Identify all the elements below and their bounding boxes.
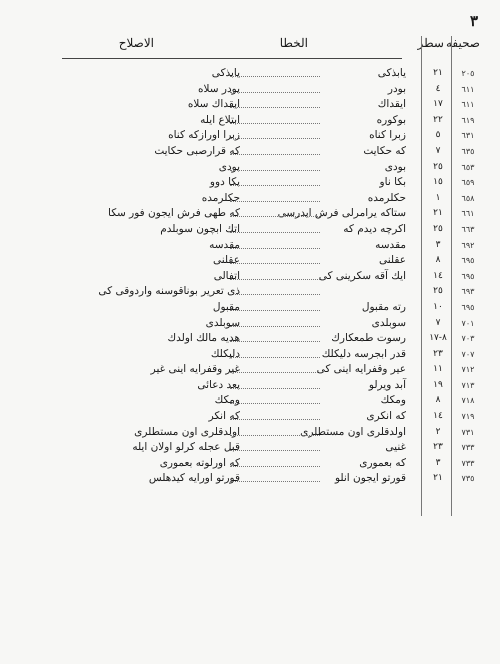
correction-cell: يابذكى [211,67,240,79]
correction-cell: ذى تعرير بوناقوسنه واردوقى كى [98,285,240,298]
line-cell: ٢٣ [433,442,443,453]
error-cell: كه بعمورى [359,456,406,469]
line-cell: ٢٥ [433,161,443,172]
page-cell: ٦٩٢ [461,240,475,250]
correction-cell: مقدسه [209,238,240,251]
correction-cell: بعد دعائى [197,378,240,391]
correction-cell: سوبلدى [205,316,240,329]
line-cell: ١١ [433,364,443,375]
table-row [0,300,500,316]
table-row [0,456,500,472]
dot-leader [230,170,320,171]
dot-leader [230,138,320,139]
page-cell: ٦٥٣ [461,162,475,172]
dot-leader [230,248,320,249]
page-number: ٣ [469,12,478,30]
correction-cell: عقلنى [213,254,240,267]
error-cell: قدر ابجرسه دليكلك [321,347,406,360]
error-cell: آبد ويرلو [368,378,406,391]
dot-leader [230,419,320,420]
page-cell: ٦٩٥ [461,271,475,281]
dot-leader [230,201,320,202]
page-cell: ٦١١ [461,84,475,94]
line-cell: ٧ [435,317,441,328]
dot-leader [230,263,320,264]
dot-leader [230,357,320,358]
line-cell: ٨-١٧ [429,333,447,344]
dot-leader [230,107,320,108]
error-cell: رسوت طمعكارك [331,332,406,345]
dot-leader [230,481,320,482]
dot-leader [230,92,320,93]
correction-cell: مقبول [212,300,240,313]
page-cell: ٦١٩ [461,115,475,125]
correction-cell: قورتو اورايه كيدهلس [148,472,240,485]
table-row [0,269,500,285]
table-row [0,284,500,300]
line-cell: ١٥ [433,177,443,188]
correction-cell: اولدقلرى اون مستطلرى [134,425,240,438]
error-cell: اولدقلرى اون مستطلرى [300,425,406,438]
error-cell: مقدسه [375,238,406,251]
table-row [0,331,500,347]
line-cell: ١٧ [433,99,443,110]
correction-cell: بودى [218,160,240,173]
dot-leader [230,76,320,77]
page-cell: ٦١١ [461,100,475,110]
column-headers [0,36,500,58]
table-row [0,347,500,363]
line-cell: ٢ [435,426,441,437]
error-cell: رته مقبول [361,300,406,313]
table-row [0,206,500,222]
page-cell: ٦٩٣ [461,287,475,297]
dot-leader [230,216,320,217]
header-rule [62,58,402,59]
page-cell: ٦٥٩ [461,178,475,188]
page-cell: ٦٣١ [461,131,475,141]
dot-leader [230,185,320,186]
table-row [0,175,500,191]
error-cell: بودى [384,160,406,173]
error-cell: سوبلدى [371,316,406,329]
table-row [0,409,500,425]
table-row [0,253,500,269]
dot-leader [230,388,320,389]
correction-cell: دليكلك [210,347,240,360]
page-cell: ٦٦٣ [461,224,475,234]
dot-leader [230,403,320,404]
correction-cell: زبرا اورازكه كناه [168,129,240,142]
correction-cell: ومكك [214,394,240,407]
header-page: صحيفه [445,36,480,50]
line-cell: ٢١ [433,68,443,78]
error-cell: غنيى [385,441,406,454]
correction-cell: بودر سلاه [198,82,240,95]
correction-cell: هديه مالك اولدك [167,332,240,345]
table-row [0,471,500,487]
line-cell: ١ [435,192,441,203]
error-cell: كه انكرى [366,410,406,423]
page-cell: ٦٥٨ [461,193,475,203]
page-cell: ٦٣٥ [461,146,475,156]
table-row [0,425,500,441]
table-row [0,128,500,144]
error-cell: ايقداك [377,98,406,111]
dot-leader [230,450,320,451]
line-cell: ٣ [435,239,441,250]
header-correction: الاصلاح [118,36,154,50]
correction-cell: غير وقفرايه اينى غير [150,363,240,376]
header-error: الخطا [279,36,308,50]
correction-cell: بكا دوو [209,176,240,189]
table-row [0,440,500,456]
correction-cell: ابتلاع ايله [200,113,240,126]
line-cell: ٨ [435,395,441,406]
table-row [0,378,500,394]
line-cell: ١٤ [433,411,443,422]
page-cell: ٧٠٣ [461,334,475,344]
page-cell: ٧٣٥ [461,474,475,484]
line-cell: ٢٥ [433,286,443,297]
dot-leader [230,294,320,295]
correction-cell: ايقداك سلاه [187,98,240,111]
table-row [0,362,500,378]
error-cell: بوكوره [376,113,406,126]
page-cell: ٧١٩ [461,412,475,422]
line-cell: ١٤ [433,270,443,281]
correction-cell: اتك ابچون سوبلدم [160,222,240,235]
page-cell: ٧٣٣ [461,458,475,468]
line-cell: ٤ [435,83,441,94]
line-cell: ٨ [435,255,441,266]
correction-cell: كه قرارصبى حكايت [154,144,240,157]
error-cell: زبرا كناه [369,129,406,142]
error-cell: بكا ناو [379,176,406,189]
line-cell: ٧ [435,145,441,156]
error-cell: عير وقفرايه اينى كى [316,363,406,376]
line-cell: ٣ [435,457,441,468]
correction-cell: حكلرمده [201,191,240,204]
dot-leader [230,123,320,124]
dot-leader [230,326,320,327]
dot-leader [230,154,320,155]
header-line: سطر [417,36,444,50]
table-row [0,316,500,332]
line-cell: ٢١ [433,208,443,219]
correction-cell: كه انكر [208,410,240,423]
error-cell: عقلنى [379,254,406,267]
error-cell: ومكك [380,394,406,407]
correction-cell: اتفالى [213,269,240,282]
correction-cell: قبل عجله كرلو اولان ايله [132,441,240,454]
errata-table [0,66,500,487]
page-cell: ٢٠٥ [461,69,475,78]
page-cell: ٧١٢ [461,365,475,375]
line-cell: ٢٥ [433,223,443,234]
line-cell: ١٩ [433,379,443,390]
error-cell: ايك آقه سكرينى كى [318,269,406,282]
error-cell: بودر [387,82,406,95]
page-cell: ٧٣٣ [461,443,475,453]
error-cell: كه حكايت [363,144,406,157]
page-cell: ٧١٣ [461,380,475,390]
line-cell: ١٠ [433,301,443,312]
correction-cell: كه طهى فرش ايجون فور سكا [108,207,240,220]
page-cell: ٧٣١ [461,427,475,437]
dot-leader [230,466,320,467]
dot-leader [230,232,320,233]
dot-leader [230,341,320,342]
table-row [0,222,500,238]
dot-leader [230,372,320,373]
table-row [0,160,500,176]
table-row [0,191,500,207]
table-row [0,66,500,82]
line-cell: ٢١ [433,473,443,484]
page-cell: ٧١٨ [461,396,475,406]
page-cell: ٧٠١ [461,318,475,328]
dot-leader [230,279,320,280]
error-cell: اكرچه ديدم كه [343,222,406,235]
line-cell: ٥ [435,130,441,141]
error-cell: يابذكى [377,67,406,79]
table-row [0,82,500,98]
table-row [0,144,500,160]
error-cell: ستاكه يرامرلى فرش ايدرسى [277,207,406,220]
page-cell: ٦٦١ [461,209,475,219]
table-row [0,97,500,113]
page-cell: ٦٩٥ [461,256,475,266]
error-cell: حكلرمده [367,191,406,204]
correction-cell: كه اورلوته بعمورى [159,456,240,469]
table-row [0,393,500,409]
dot-leader [230,310,320,311]
error-cell: قورتو ايجون انلو [334,472,406,485]
table-row [0,238,500,254]
page-cell: ٧٠٧ [461,349,475,359]
line-cell: ٢٣ [433,348,443,359]
dot-leader [230,435,320,436]
line-cell: ٢٢ [433,114,443,125]
page-cell: ٦٩٥ [461,302,475,312]
table-row [0,113,500,129]
